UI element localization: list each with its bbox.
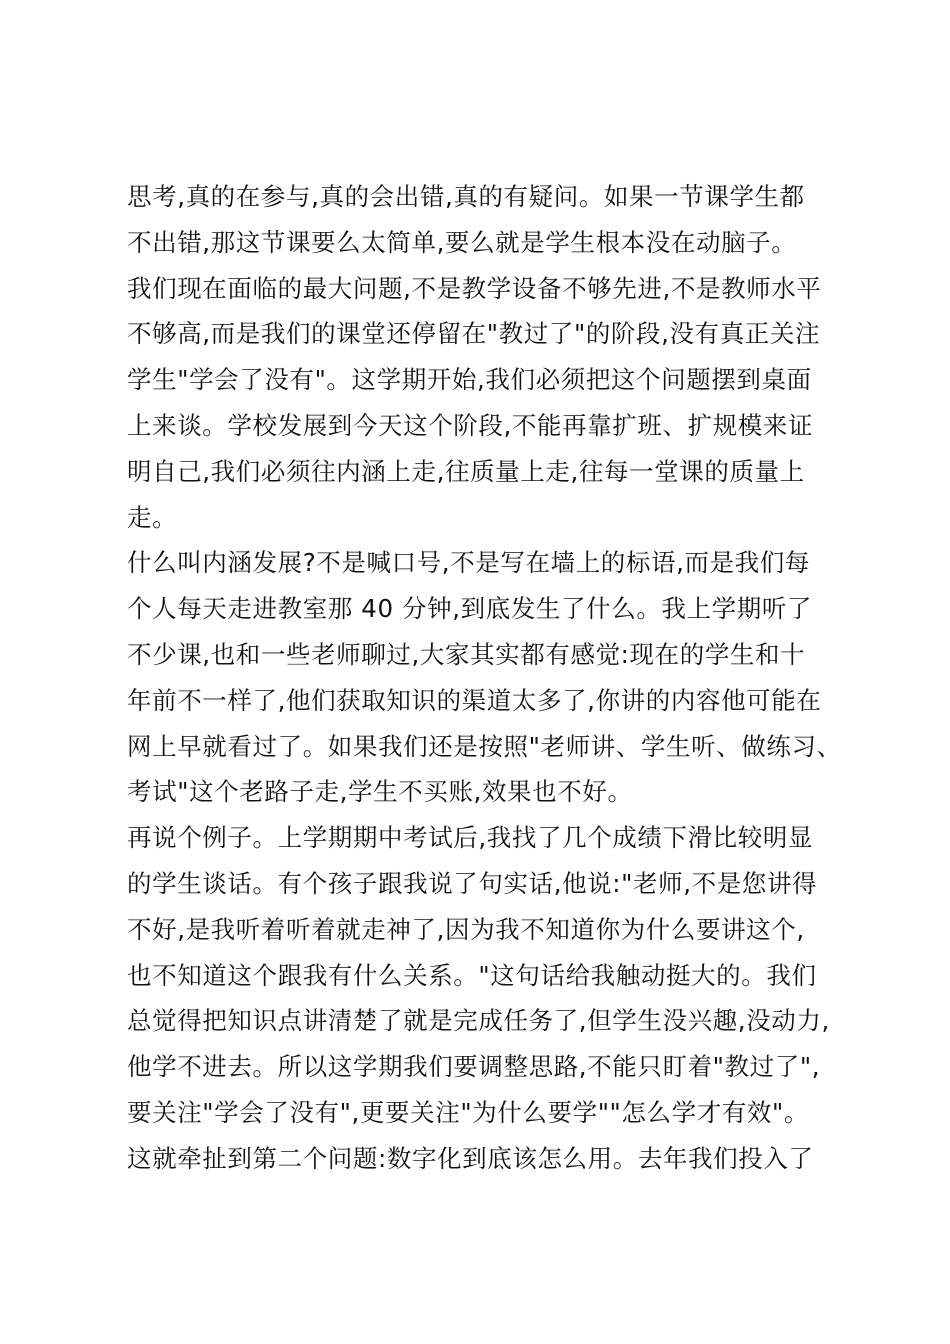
text-line: 明自己,我们必须往内涵上走,往质量上走,往每一堂课的质量上 <box>127 456 805 486</box>
text-line: 不够高,而是我们的课堂还停留在"教过了"的阶段,没有真正关注 <box>127 319 821 349</box>
body-text <box>127 174 867 1182</box>
text-line: 什么叫内涵发展?不是喊口号,不是写在墙上的标语,而是我们每 <box>127 548 810 578</box>
text-line: 思考,真的在参与,真的会出错,真的有疑问。如果一节课学生都 <box>127 182 805 211</box>
text-line: 学生"学会了没有"。这学期开始,我们必须把这个问题摆到桌面 <box>127 365 812 395</box>
text-line: 要关注"学会了没有",更要关注"为什么要学""怎么学才有效"。 <box>127 1097 809 1127</box>
text-line: 不少课,也和一些老师聊过,大家其实都有感觉:现在的学生和十 <box>127 639 806 669</box>
text-line: 不出错,那这节课要么太简单,要么就是学生根本没在动脑子。 <box>127 227 797 257</box>
text-line: 这就牵扯到第二个问题:数字化到底该怎么用。去年我们投入了 <box>127 1143 814 1173</box>
text-line: 也不知道这个跟我有什么关系。"这句话给我触动挺大的。我们 <box>127 960 817 990</box>
text-line: 网上早就看过了。如果我们还是按照"老师讲、学生听、做练习、 <box>127 731 842 761</box>
text-line: 年前不一样了,他们获取知识的渠道太多了,你讲的内容他可能在 <box>127 685 822 715</box>
text-line: 上来谈。学校发展到今天这个阶段,不能再靠扩班、扩规模来证 <box>127 410 814 440</box>
text-line: 总觉得把知识点讲清楚了就是完成任务了,但学生没兴趣,没动力, <box>127 1006 830 1036</box>
text-line: 的学生谈话。有个孩子跟我说了句实话,他说:"老师,不是您讲得 <box>127 868 818 898</box>
text-line: 不好,是我听着听着就走神了,因为我不知道你为什么要讲这个, <box>127 914 805 944</box>
text-line: 他学不进去。所以这学期我们要调整思路,不能只盯着"教过了", <box>127 1052 821 1082</box>
text-line: 考试"这个老路子走,学生不买账,效果也不好。 <box>127 777 633 807</box>
text-line: 个人每天走进教室那 40 分钟,到底发生了什么。我上学期听了 <box>127 594 813 624</box>
text-line: 走。 <box>127 502 178 532</box>
text-line: 再说个例子。上学期期中考试后,我找了几个成绩下滑比较明显 <box>127 823 814 853</box>
text-line: 我们现在面临的最大问题,不是教学设备不够先进,不是教师水平 <box>127 273 822 303</box>
